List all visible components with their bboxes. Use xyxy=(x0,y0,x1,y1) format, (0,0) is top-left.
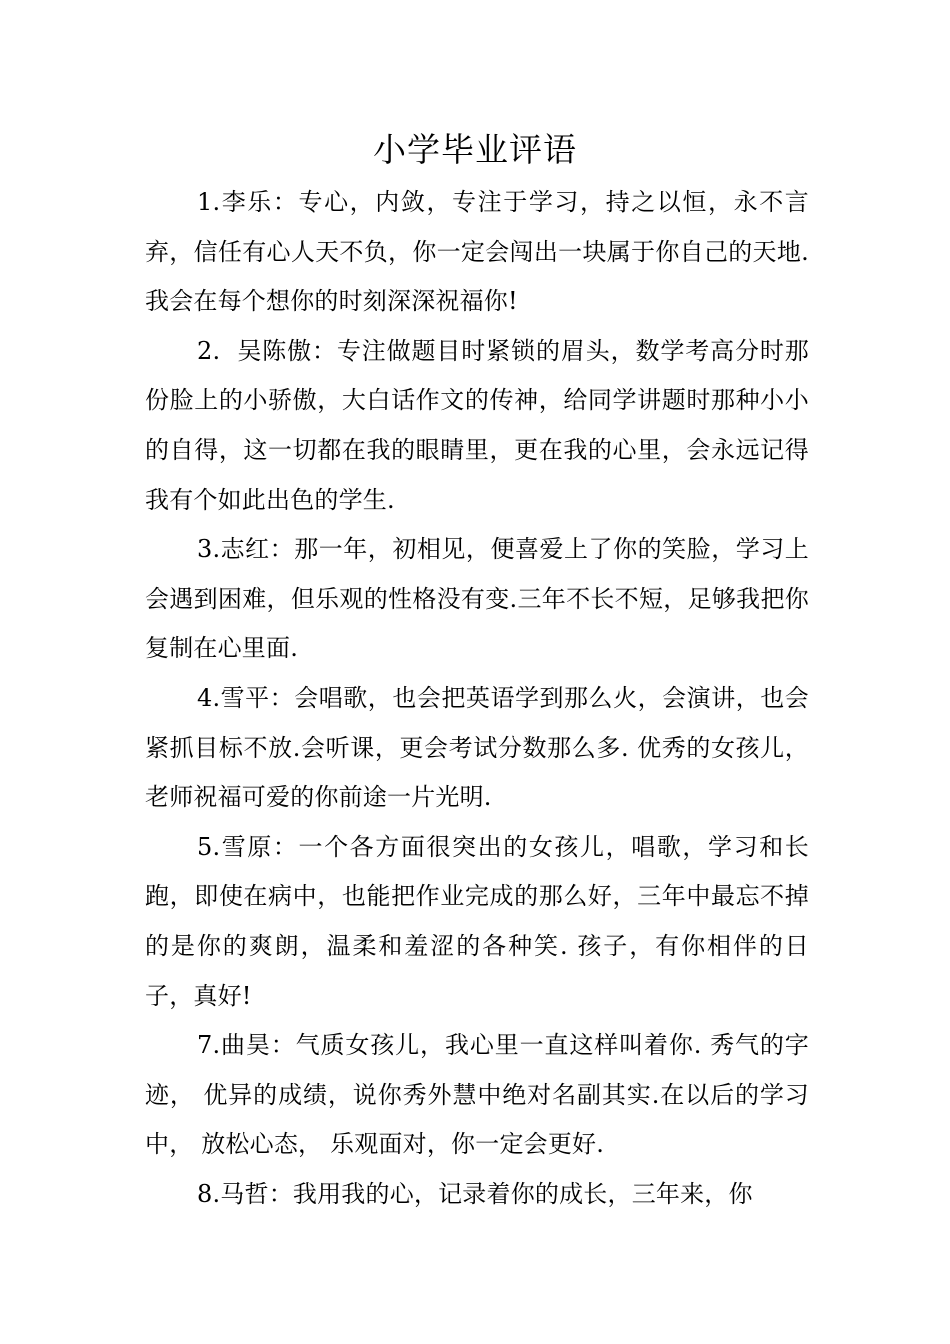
comment-paragraph: 1.李乐：专心，内敛，专注于学习，持之以恒，永不言弃，信任有心人天不负，你一定会闯出一块属于你自己的天地.我会在每个想你的时刻深深祝福你! xyxy=(145,188,809,316)
comment-paragraph: 4.雪平：会唱歌，也会把英语学到那么火，会演讲，也会紧抓目标不放.会听课，更会考试分数那么多. 优秀的女孩儿， 老师祝福可爱的你前途一片光明. xyxy=(145,683,817,812)
comment-paragraph: 5.雪原：一个各方面很突出的女孩儿，唱歌，学习和长跑，即使在病中，也能把作业完成的那么好，三年中最忘不掉的是你的爽朗，温柔和羞涩的各种笑. 孩子，有你相伴的日子，真好! xyxy=(145,832,809,1010)
comment-paragraph: 7.曲昊：气质女孩儿，我心里一直这样叫着你. 秀气的字迹， 优异的成绩，说你秀外慧中绝对名副其实.在以后的学习中， 放松心态， 乐观面对，你一定会更好. xyxy=(145,1031,809,1159)
comment-paragraph: 3.志红：那一年，初相见，便喜爱上了你的笑脸，学习上会遇到困难，但乐观的性格没有变.三年不长不短，足够我把你复制在心里面. xyxy=(145,535,809,663)
comment-paragraph: 2. 吴陈傲：专注做题目时紧锁的眉头，数学考高分时那份脸上的小骄傲，大白话作文的传神，给同学讲题时那种小小的自得，这一切都在我的眼睛里，更在我的心里，会永远记得我有个如此出色的学生. xyxy=(145,336,809,514)
document-title: 小学毕业评语 xyxy=(373,130,577,169)
document-body xyxy=(145,178,817,1219)
comment-paragraph: 8.马哲：我用我的心，记录着你的成长，三年来，你 xyxy=(197,1179,753,1208)
